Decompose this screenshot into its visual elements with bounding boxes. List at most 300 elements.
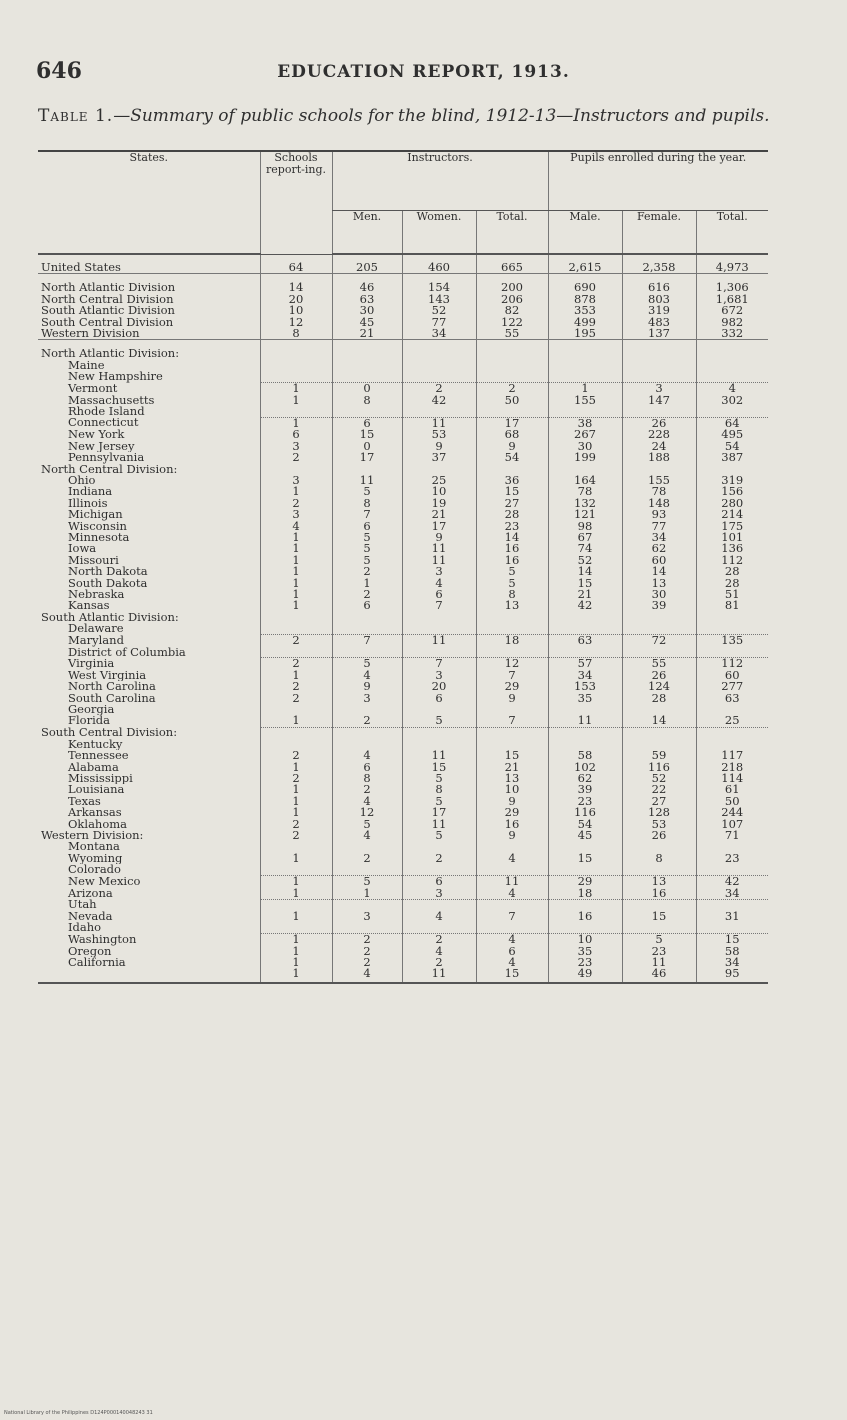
cell-women: 7 [402,658,476,670]
cell-schools: 1 [260,784,332,795]
cell-men: 9 [332,681,402,692]
cell-total: 206 [476,294,548,305]
cell-male [548,727,622,738]
cell-women: 154 [402,282,476,293]
state-name: Alabama [68,761,119,773]
cell-male: 54 [548,819,622,830]
cell-male: 353 [548,305,622,316]
cell-schools: 1 [260,946,332,957]
cell-men: 7 [332,509,402,520]
cell-total: 29 [476,807,548,818]
cell-total: 9 [476,830,548,841]
state-name: Missouri [68,554,119,567]
col-states-header: States. [38,152,260,254]
cell-schools: 4 [260,521,332,532]
cell-male: 23 [548,957,622,968]
table-row [38,715,768,727]
cell-total2: 218 [696,762,768,773]
cell-total: 27 [476,498,548,509]
cell-male: 153 [548,681,622,692]
cell-total2: 54 [696,441,768,452]
cell-total2: 42 [696,876,768,888]
cell-women [402,727,476,738]
table-label: Table 1. [38,106,114,126]
cell-total: 4 [476,934,548,946]
state-name: Connecticut [68,417,139,430]
cell-women: 4 [402,578,476,589]
state-name: Oklahoma [68,818,128,830]
state-name: North Dakota [68,566,148,578]
col-women-header: Women. [402,211,476,255]
cell-men: 6 [332,762,402,773]
state-name: Tennessee [68,750,129,762]
cell-total2: 112 [696,555,768,566]
state-name: Ohio [68,474,96,487]
cell-men: 5 [332,555,402,566]
cell-schools: 20 [260,294,332,305]
cell-total2 [696,360,768,371]
cell-schools [260,727,332,738]
cell-female [622,360,696,371]
cell-total: 4 [476,957,548,968]
cell-total2: 4 [696,383,768,395]
cell-male: 45 [548,830,622,841]
cell-male: 690 [548,282,622,293]
cell-female: 147 [622,395,696,406]
cell-total: 15 [476,486,548,497]
cell-schools: 1 [260,543,332,554]
state-name [38,968,260,982]
cell-women: 7 [402,600,476,611]
cell-total2: 214 [696,509,768,520]
cell-women: 5 [402,715,476,727]
cell-total2: 4,973 [696,254,768,274]
cell-female [622,348,696,359]
cell-male: 38 [548,417,622,429]
cell-men: 2 [332,715,402,727]
cell-schools: 1 [260,807,332,818]
cell-total: 9 [476,796,548,807]
cell-male: 35 [548,946,622,957]
cell-women: 17 [402,521,476,532]
table-body [38,254,768,983]
cell-total2: 63 [696,693,768,704]
cell-male: 15 [548,853,622,864]
cell-schools: 12 [260,317,332,328]
cell-schools: 1 [260,762,332,773]
cell-schools: 3 [260,509,332,520]
cell-total [476,348,548,359]
cell-female: 52 [622,773,696,784]
cell-men: 4 [332,670,402,681]
cell-schools: 2 [260,819,332,830]
cell-women: 4 [402,946,476,957]
cell-schools: 1 [260,934,332,946]
cell-schools [260,612,332,623]
cell-women: 15 [402,762,476,773]
state-name: South Central Division [41,316,174,329]
cell-male: 15 [548,578,622,589]
cell-total: 9 [476,441,548,452]
state-name: Georgia [68,704,115,716]
state-name: Kansas [68,600,110,612]
cell-schools: 1 [260,968,332,982]
cell-female: 59 [622,750,696,761]
cell-female: 803 [622,294,696,305]
cell-schools: 2 [260,773,332,784]
state-name: South Carolina [68,692,156,705]
cell-total2 [696,727,768,738]
cell-men: 5 [332,819,402,830]
cell-total2: 302 [696,395,768,406]
cell-female [622,727,696,738]
cell-male: 23 [548,796,622,807]
cell-women: 17 [402,807,476,818]
cell-schools: 1 [260,888,332,900]
table-row [38,968,768,982]
cell-female: 2,358 [622,254,696,274]
cell-male [548,360,622,371]
cell-male: 52 [548,555,622,566]
col-male-header: Male. [548,211,622,255]
cell-female: 27 [622,796,696,807]
state-name: Vermont [68,382,118,395]
cell-total: 665 [476,254,548,274]
cell-female: 188 [622,452,696,463]
cell-male: 878 [548,294,622,305]
state-name: Wisconsin [68,520,127,532]
cell-schools: 6 [260,429,332,440]
cell-male: 29 [548,876,622,888]
cell-total: 21 [476,762,548,773]
state-name: Colorado [68,864,121,876]
cell-total2: 1,681 [696,294,768,305]
cell-total: 6 [476,946,548,957]
cell-female: 483 [622,317,696,328]
cell-women: 5 [402,830,476,841]
cell-men: 4 [332,796,402,807]
cell-total2: 51 [696,589,768,600]
cell-female: 616 [622,282,696,293]
state-name: Nebraska [68,588,125,601]
cell-total: 17 [476,417,548,429]
cell-total2: 50 [696,796,768,807]
cell-men: 1 [332,578,402,589]
state-name: Florida [68,715,110,728]
cell-male: 30 [548,441,622,452]
cell-female: 8 [622,853,696,864]
cell-female: 62 [622,543,696,554]
cell-female: 46 [622,968,696,982]
state-name: Kentucky [68,738,123,751]
state-name: South Atlantic Division: [41,611,179,624]
state-name: Minnesota [68,531,130,544]
cell-total2: 31 [696,911,768,922]
cell-women: 6 [402,876,476,888]
table-row [38,635,768,647]
cell-male: 132 [548,498,622,509]
cell-male: 267 [548,429,622,440]
summary-table [38,150,768,984]
cell-women: 2 [402,957,476,968]
table-row [38,727,768,738]
cell-female: 60 [622,555,696,566]
cell-female: 5 [622,934,696,946]
cell-male: 67 [548,532,622,543]
table-row [38,328,768,340]
cell-men: 30 [332,305,402,316]
cell-schools: 1 [260,600,332,611]
cell-schools: 1 [260,589,332,600]
state-name: New York [68,429,125,441]
cell-total: 82 [476,305,548,316]
cell-schools: 1 [260,911,332,922]
cell-female: 34 [622,532,696,543]
cell-schools: 1 [260,395,332,406]
cell-women: 77 [402,317,476,328]
cell-total2: 672 [696,305,768,316]
table-row [38,395,768,406]
cell-total2: 175 [696,521,768,532]
state-name: North Carolina [68,681,156,693]
cell-schools: 1 [260,486,332,497]
state-name: United States [41,260,121,274]
state-name: Utah [68,899,97,911]
cell-female: 28 [622,693,696,704]
cell-male: 98 [548,521,622,532]
state-name: Massachusetts [68,394,155,406]
cell-total: 11 [476,876,548,888]
state-name: Mississippi [68,772,133,785]
state-name: District of Columbia [68,646,186,658]
cell-men: 15 [332,429,402,440]
cell-male: 2,615 [548,254,622,274]
cell-women: 52 [402,305,476,316]
cell-schools: 64 [260,254,332,274]
cell-women: 53 [402,429,476,440]
cell-women: 11 [402,968,476,982]
cell-male: 18 [548,888,622,900]
cell-female: 11 [622,957,696,968]
cell-total [476,612,548,623]
col-men-header: Men. [332,211,402,255]
cell-total: 16 [476,555,548,566]
cell-female: 13 [622,578,696,589]
cell-men: 6 [332,600,402,611]
cell-male: 164 [548,475,622,486]
cell-women: 25 [402,475,476,486]
cell-female: 26 [622,670,696,681]
cell-schools: 8 [260,328,332,340]
table-row [38,254,768,274]
cell-schools: 2 [260,750,332,761]
state-name: Rhode Island [68,405,145,418]
cell-total2 [696,612,768,623]
cell-women: 4 [402,911,476,922]
cell-men [332,727,402,738]
cell-total: 7 [476,715,548,727]
cell-total2: 1,306 [696,282,768,293]
state-name: Washington [68,933,137,946]
state-name: South Atlantic Division [41,305,175,317]
cell-women: 3 [402,670,476,681]
cell-women: 11 [402,819,476,830]
cell-women: 9 [402,441,476,452]
cell-male: 34 [548,670,622,681]
cell-total: 16 [476,543,548,554]
cell-male: 155 [548,395,622,406]
cell-schools: 1 [260,670,332,681]
cell-total2: 114 [696,773,768,784]
cell-men: 6 [332,521,402,532]
cell-total [476,727,548,738]
cell-schools: 1 [260,532,332,543]
cell-male: 42 [548,600,622,611]
cell-women: 5 [402,773,476,784]
cell-men: 8 [332,395,402,406]
cell-women: 11 [402,417,476,429]
cell-men: 5 [332,658,402,670]
cell-women: 8 [402,784,476,795]
cell-total2: 244 [696,807,768,818]
cell-total2: 107 [696,819,768,830]
cell-men: 2 [332,957,402,968]
cell-women [402,360,476,371]
cell-schools: 3 [260,441,332,452]
state-name: Idaho [68,922,102,934]
cell-total: 200 [476,282,548,293]
state-name: Michigan [68,509,123,521]
cell-total: 13 [476,773,548,784]
cell-total2: 61 [696,784,768,795]
state-name: New Mexico [68,875,141,888]
cell-men: 2 [332,946,402,957]
cell-female: 78 [622,486,696,497]
cell-male: 78 [548,486,622,497]
running-head: EDUCATION REPORT, 1913. [277,62,570,82]
state-name: New Jersey [68,440,135,453]
cell-total: 23 [476,521,548,532]
state-name: Iowa [68,543,97,555]
cell-female: 14 [622,566,696,577]
cell-female: 116 [622,762,696,773]
cell-male: 14 [548,566,622,577]
cell-men: 8 [332,773,402,784]
cell-women [402,612,476,623]
cell-male: 35 [548,693,622,704]
table-row [38,888,768,900]
cell-men: 21 [332,328,402,340]
cell-total2: 156 [696,486,768,497]
cell-men: 7 [332,635,402,647]
cell-women: 37 [402,452,476,463]
col-instructors-header: Instructors. [332,152,548,211]
state-name: Wyoming [68,852,123,865]
cell-total2: 34 [696,957,768,968]
cell-schools: 1 [260,957,332,968]
state-name: Nevada [68,910,113,923]
state-name: Maryland [68,634,124,647]
cell-total2: 64 [696,417,768,429]
col-female-header: Female. [622,211,696,255]
col-pupils-header: Pupils enrolled during the year. [548,152,768,211]
cell-schools: 1 [260,566,332,577]
cell-men: 2 [332,934,402,946]
cell-schools: 2 [260,452,332,463]
cell-women: 20 [402,681,476,692]
cell-men: 45 [332,317,402,328]
cell-total2: 135 [696,635,768,647]
cell-men: 11 [332,475,402,486]
cell-men: 6 [332,417,402,429]
cell-schools [260,348,332,359]
cell-total: 28 [476,509,548,520]
cell-women [402,348,476,359]
cell-male: 1 [548,383,622,395]
cell-female: 26 [622,417,696,429]
cell-men: 0 [332,383,402,395]
cell-female: 77 [622,521,696,532]
cell-schools: 1 [260,578,332,589]
cell-female: 14 [622,715,696,727]
cell-total: 5 [476,566,548,577]
cell-male: 195 [548,328,622,340]
cell-total: 54 [476,452,548,463]
cell-total2: 34 [696,888,768,900]
cell-male: 57 [548,658,622,670]
cell-men [332,348,402,359]
cell-male: 62 [548,773,622,784]
cell-men: 5 [332,876,402,888]
cell-female: 30 [622,589,696,600]
cell-female: 16 [622,888,696,900]
cell-women: 2 [402,934,476,946]
cell-female: 3 [622,383,696,395]
cell-men: 2 [332,784,402,795]
cell-total: 18 [476,635,548,647]
cell-total: 7 [476,670,548,681]
cell-men: 63 [332,294,402,305]
cell-total: 12 [476,658,548,670]
cell-schools: 2 [260,830,332,841]
cell-schools: 2 [260,693,332,704]
cell-total: 4 [476,853,548,864]
cell-female [622,612,696,623]
cell-total2: 58 [696,946,768,957]
cell-women: 21 [402,509,476,520]
table-row [38,348,768,359]
state-name: Louisiana [68,784,125,796]
cell-male: 10 [548,934,622,946]
table-row [38,452,768,463]
cell-male: 63 [548,635,622,647]
state-name: Arizona [68,887,113,900]
cell-male: 11 [548,715,622,727]
cell-schools: 1 [260,417,332,429]
cell-women: 2 [402,853,476,864]
cell-total: 36 [476,475,548,486]
cell-women: 11 [402,555,476,566]
cell-women: 143 [402,294,476,305]
cell-schools: 14 [260,282,332,293]
cell-male: 21 [548,589,622,600]
cell-schools: 1 [260,853,332,864]
cell-total2: 15 [696,934,768,946]
cell-schools: 3 [260,475,332,486]
cell-men: 4 [332,968,402,982]
cell-total2: 28 [696,566,768,577]
cell-total2: 982 [696,317,768,328]
